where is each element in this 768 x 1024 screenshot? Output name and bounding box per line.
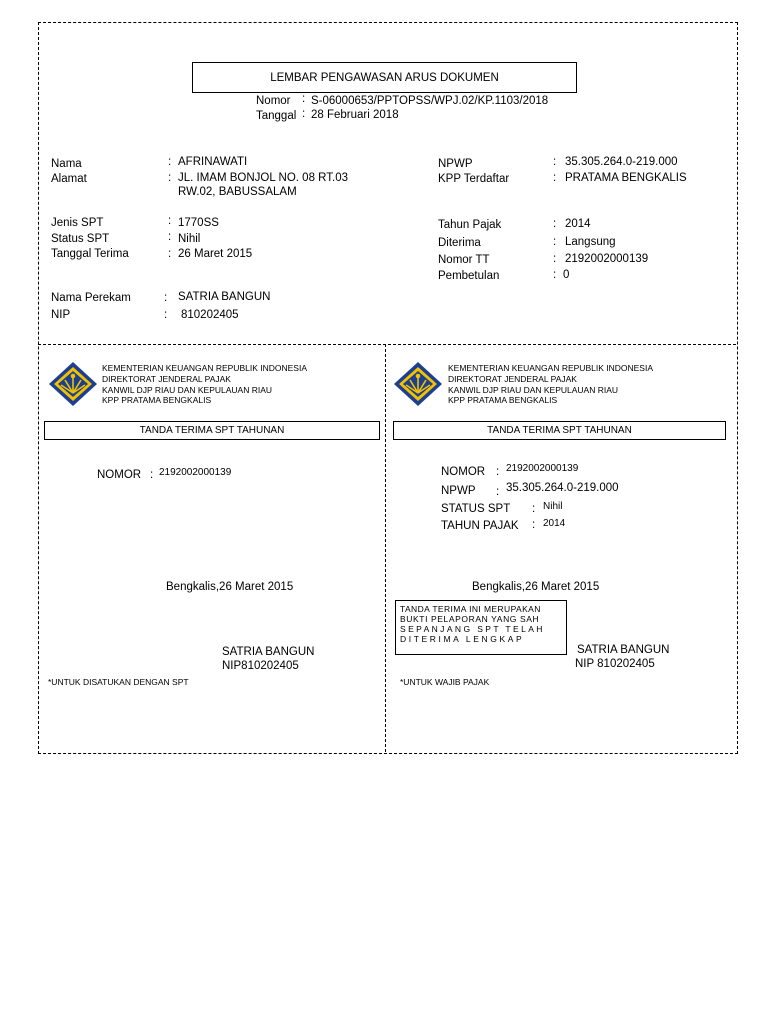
perekam-value: SATRIA BANGUN [178,291,271,303]
right-receipt-tahun-colon: : [532,519,536,531]
tanggal-colon: : [302,108,306,120]
nomor-colon: : [302,93,306,105]
right-receipt-nomor-colon: : [496,466,500,478]
right-receipt-npwp-label: NPWP [441,485,476,497]
status-spt-label: Status SPT [51,233,110,245]
nomor-tt-label: Nomor TT [438,254,490,266]
kpp-label: KPP Terdaftar [438,173,510,185]
alamat-line2: RW.02, BABUSSALAM [178,186,297,198]
npwp-label: NPWP [438,158,473,170]
right-receipt-footnote: *UNTUK WAJIB PAJAK [400,677,490,687]
left-receipt-nomor-label: NOMOR [97,469,142,481]
jenis-spt-label: Jenis SPT [51,217,104,229]
document-title-box [192,62,577,93]
right-receipt-status-label: STATUS SPT [441,503,511,515]
right-receipt-nomor-label: NOMOR [441,466,486,478]
diterima-colon: : [553,236,557,248]
pembetulan-colon: : [553,269,557,281]
tahun-pajak-label: Tahun Pajak [438,219,502,231]
nomor-tt-value: 2192002000139 [565,253,649,265]
right-receipt-npwp-value: 35.305.264.0-219.000 [506,482,619,494]
jenis-spt-colon: : [168,215,172,227]
right-receipt-status-colon: : [532,503,536,515]
nama-colon: : [168,156,172,168]
kpp-value: PRATAMA BENGKALIS [565,172,687,184]
left-agency-line1: KEMENTERIAN KEUANGAN REPUBLIK INDONESIA [102,363,307,373]
tanggal-label: Tanggal [256,110,297,122]
status-spt-colon: : [168,231,172,243]
left-receipt-nomor-value: 2192002000139 [159,467,232,478]
status-spt-value: Nihil [178,233,201,245]
perekam-colon: : [164,292,168,304]
kpp-colon: : [553,172,557,184]
right-receipt-tahun-value: 2014 [543,518,566,529]
diterima-label: Diterima [438,237,481,249]
right-receipt-status-value: Nihil [543,501,563,512]
right-receipt-title-box [393,421,726,440]
nip-value: 810202405 [181,309,239,321]
alamat-line1: JL. IMAM BONJOL NO. 08 RT.03 [178,172,348,184]
right-receipt-signer: SATRIA BANGUN [577,644,670,656]
jenis-spt-value: 1770SS [178,217,219,229]
left-receipt-nip: NIP810202405 [222,660,299,672]
nip-colon: : [164,309,168,321]
perekam-label: Nama Perekam [51,292,131,304]
document-title: LEMBAR PENGAWASAN ARUS DOKUMEN [270,71,499,84]
alamat-colon: : [168,172,172,184]
left-receipt-footnote: *UNTUK DISATUKAN DENGAN SPT [48,677,189,687]
tahun-pajak-colon: : [553,218,557,230]
right-agency-line1: KEMENTERIAN KEUANGAN REPUBLIK INDONESIA [448,363,653,373]
left-receipt-nomor-colon: : [150,469,154,481]
nomor-tt-colon: : [553,253,557,265]
right-receipt-note-line2: BUKTI PELAPORAN YANG SAH [400,614,540,624]
right-receipt-title: TANDA TERIMA SPT TAHUNAN [487,425,632,436]
left-receipt-place-date: Bengkalis,26 Maret 2015 [166,581,294,593]
left-agency-line4: KPP PRATAMA BENGKALIS [102,395,212,405]
right-receipt-tahun-label: TAHUN PAJAK [441,520,519,532]
pembetulan-value: 0 [563,269,570,281]
right-agency-line2: DIREKTORAT JENDERAL PAJAK [448,374,577,384]
left-agency-line3: KANWIL DJP RIAU DAN KEPULAUAN RIAU [102,385,273,395]
right-agency-line3: KANWIL DJP RIAU DAN KEPULAUAN RIAU [448,385,619,395]
left-receipt-title-box [44,421,380,440]
npwp-colon: : [553,156,557,168]
kemenkeu-logo-icon [393,361,443,407]
right-agency-line4: KPP PRATAMA BENGKALIS [448,395,558,405]
right-receipt-place-date: Bengkalis,26 Maret 2015 [472,581,600,593]
alamat-label: Alamat [51,173,87,185]
tanggal-terima-value: 26 Maret 2015 [178,248,253,260]
right-receipt-nip: NIP 810202405 [575,658,655,670]
receipt-divider-middle [385,344,386,752]
pembetulan-label: Pembetulan [438,270,500,282]
nomor-label: Nomor [256,95,291,107]
kemenkeu-logo-icon [48,361,98,407]
tanggal-terima-colon: : [168,248,172,260]
left-agency-line2: DIREKTORAT JENDERAL PAJAK [102,374,231,384]
right-receipt-nomor-value: 2192002000139 [506,463,579,474]
tanggal-value: 28 Februari 2018 [311,109,399,121]
left-receipt-title: TANDA TERIMA SPT TAHUNAN [139,425,285,436]
tahun-pajak-value: 2014 [565,218,591,230]
right-receipt-note-line1: TANDA TERIMA INI MERUPAKAN [400,604,541,614]
nama-value: AFRINAWATI [178,156,248,168]
right-receipt-note-line3: SEPANJANG SPT TELAH [400,624,545,634]
receipt-divider-top [38,344,736,345]
nama-label: Nama [51,158,82,170]
npwp-value: 35.305.264.0-219.000 [565,156,678,168]
nip-label: NIP [51,309,71,321]
right-receipt-npwp-colon: : [496,486,500,498]
left-receipt-signer: SATRIA BANGUN [222,646,315,658]
nomor-value: S-06000653/PPTOPSS/WPJ.02/KP.1103/2018 [311,95,549,107]
tanggal-terima-label: Tanggal Terima [51,248,129,260]
diterima-value: Langsung [565,236,616,248]
right-receipt-note-line4: DITERIMA LENGKAP [400,634,525,644]
